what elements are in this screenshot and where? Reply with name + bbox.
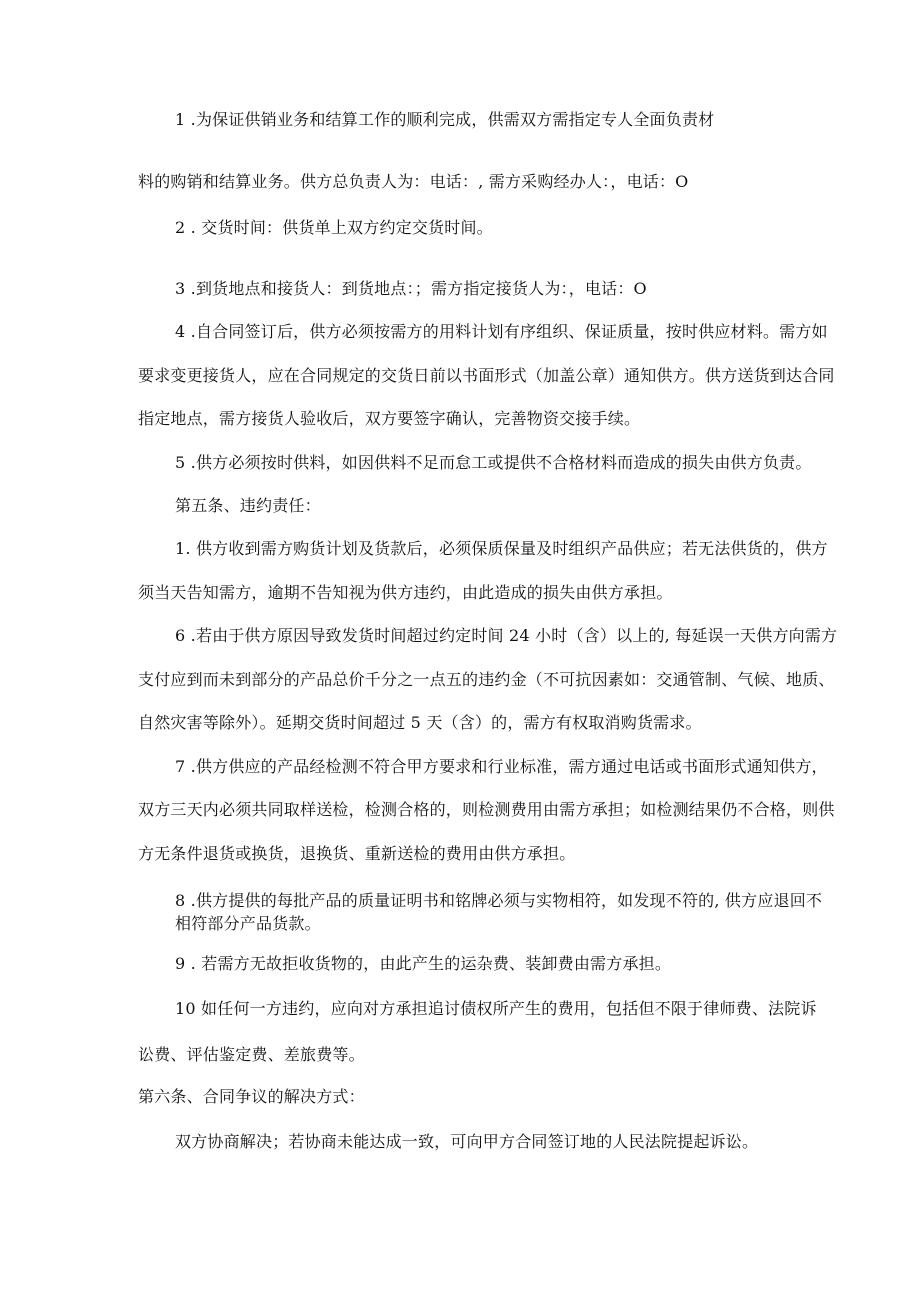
- paragraph-line: 须当天告知需方，逾期不告知视为供方违约，由此造成的损失由供方承担。: [138, 583, 673, 602]
- paragraph-line: 双方三天内必须共同取样送检，检测合格的，则检测费用由需方承担；如检测结果仍不合格，则供: [138, 800, 835, 819]
- paragraph-line: 料的购销和结算业务。供方总负责人为：电话：, 需方采购经办人：，电话：O: [138, 172, 689, 191]
- paragraph-line: 7 .供方供应的产品经检测不符合甲方要求和行业标准，需方通过电话或书面形式通知供方，: [175, 757, 828, 776]
- paragraph-line: 方无条件退货或换货，退换货、重新送检的费用由供方承担。: [138, 844, 576, 863]
- paragraph-line: 10 如任何一方违约，应向对方承担追讨债权所产生的费用，包括但不限于律师费、法院诉: [175, 999, 817, 1018]
- paragraph-line: 9 . 若需方无故拒收货物的，由此产生的运杂费、装卸费由需方承担。: [175, 954, 672, 973]
- section-heading: 第六条、合同争议的解决方式：: [138, 1087, 365, 1106]
- paragraph-line: 1 .为保证供销业务和结算工作的顺利完成，供需双方需指定专人全面负责材: [175, 110, 715, 129]
- paragraph-line: 4 .自合同签订后，供方必须按需方的用料计划有序组织、保证质量，按时供应材料。需方如: [175, 322, 828, 341]
- paragraph-line: 讼费、评估鉴定费、差旅费等。: [138, 1045, 365, 1064]
- paragraph-line: 6 .若由于供方原因导致发货时间超过约定时间 24 小时（含）以上的, 每延误一天供方向需方: [175, 626, 838, 645]
- paragraph-line: 5 .供方必须按时供料，如因供料不足而怠工或提供不合格材料而造成的损失由供方负责。: [175, 453, 812, 472]
- paragraph-line: 8 .供方提供的每批产品的质量证明书和铭牌必须与实物相符，如发现不符的, 供方应退回不: [175, 891, 823, 910]
- paragraph-line: 相符部分产品货款。: [175, 914, 321, 933]
- paragraph-line: 要求变更接货人，应在合同规定的交货日前以书面形式（加盖公章）通知供方。供方送货到达合同: [138, 366, 835, 385]
- paragraph-line: 2 . 交货时间：供货单上双方约定交货时间。: [175, 218, 493, 237]
- paragraph-line: 3 .到货地点和接货人：到货地点：；需方指定接货人为：，电话：O: [175, 279, 647, 298]
- paragraph-line: 指定地点，需方接货人验收后，双方要签字确认，完善物资交接手续。: [138, 409, 641, 428]
- paragraph-line: 1. 供方收到需方购货计划及货款后，必须保质保量及时组织产品供应；若无法供货的，供方: [175, 539, 828, 558]
- paragraph-line: 自然灾害等除外）。延期交货时间超过 5 天（含）的，需方有权取消购货需求。: [138, 713, 702, 732]
- paragraph-line: 双方协商解决；若协商未能达成一致，可向甲方合同签订地的人民法院提起诉讼。: [175, 1132, 759, 1151]
- section-heading: 第五条、违约责任：: [175, 496, 321, 515]
- paragraph-line: 支付应到而未到部分的产品总价千分之一点五的违约金（不可抗因素如：交通管制、气候、地质、: [138, 670, 835, 689]
